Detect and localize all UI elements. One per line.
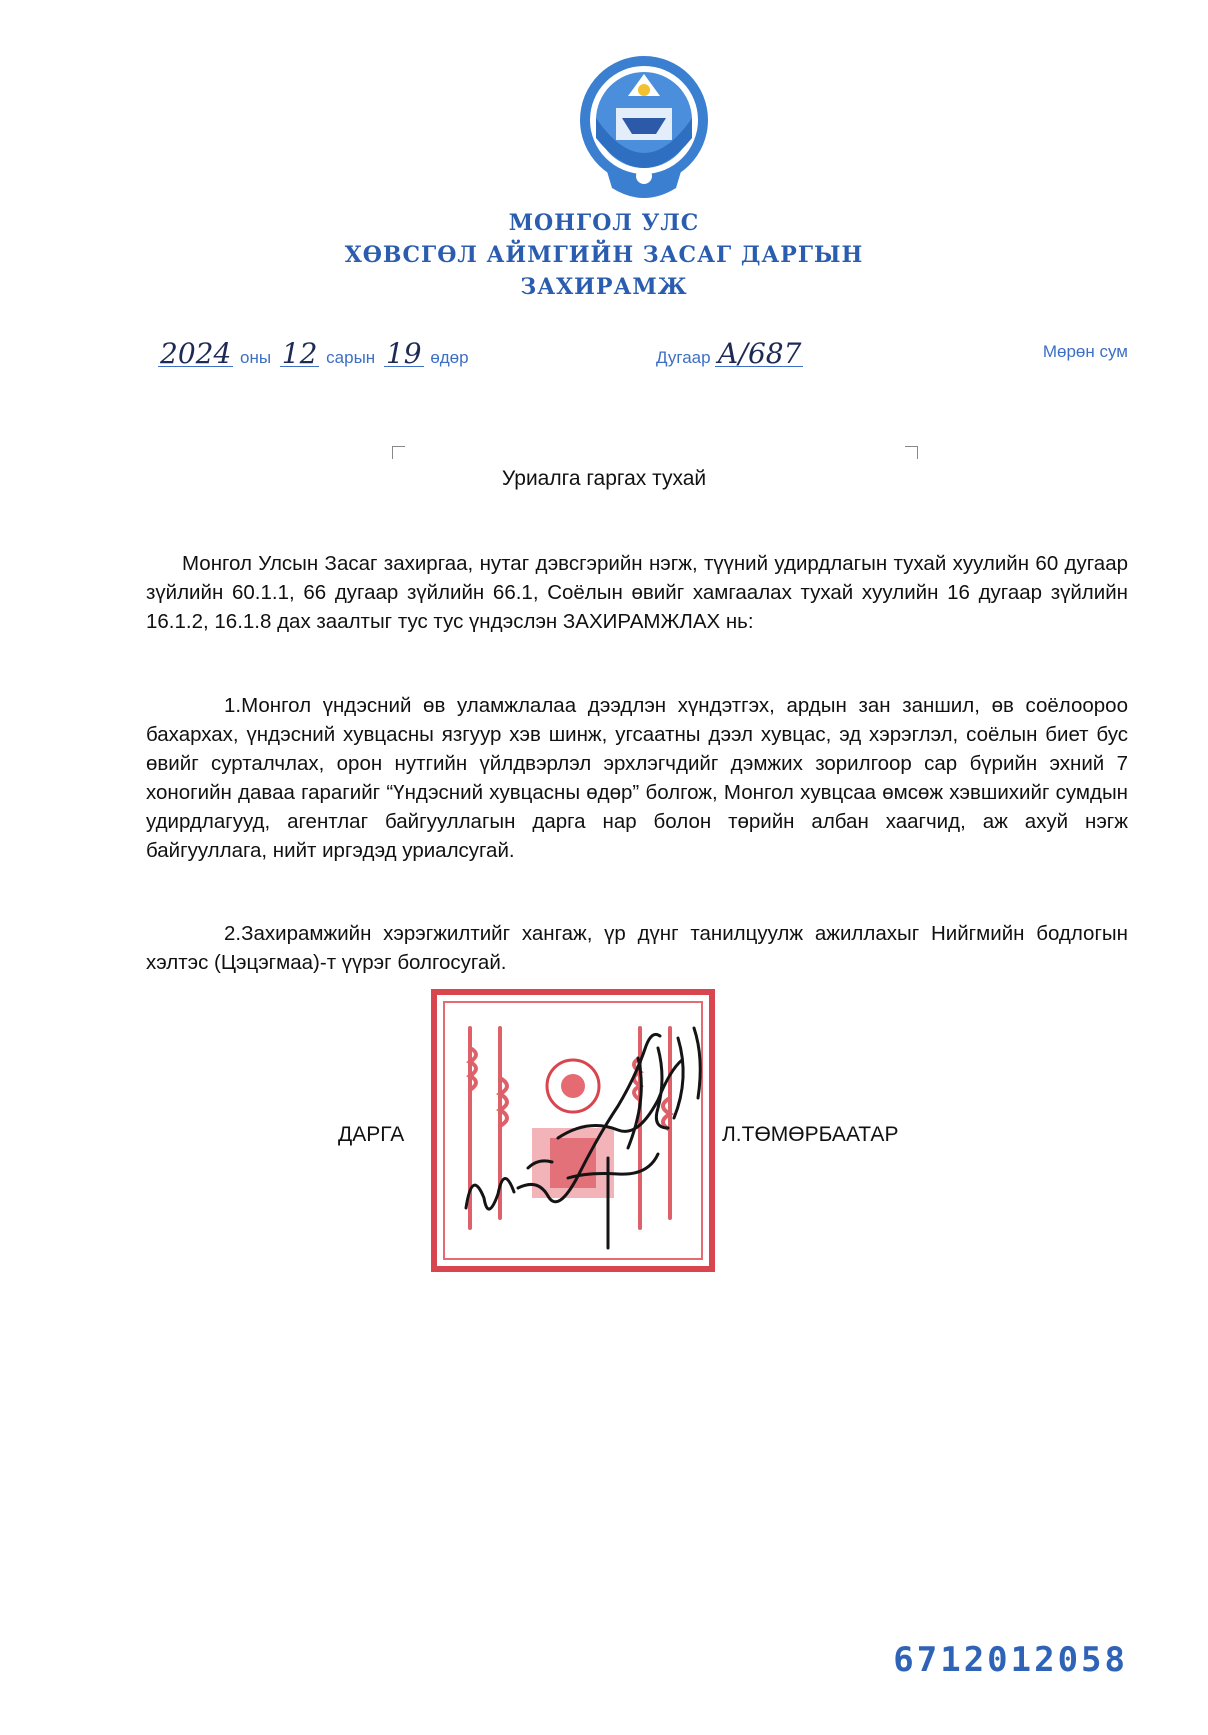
day-label: өдөр: [430, 348, 469, 367]
state-emblem-icon: [576, 48, 712, 206]
decree-subject: Уриалга гаргах тухай: [501, 467, 707, 490]
decree-place: Мөрөн сум: [1042, 342, 1128, 361]
number-label: Дугаар: [656, 348, 711, 367]
month-label: сарын: [326, 348, 376, 367]
decree-date: [158, 337, 473, 370]
date-day: 19: [385, 337, 422, 370]
handwritten-signature: [458, 1018, 730, 1258]
header-doc-type: ЗАХИРАМЖ: [520, 274, 688, 300]
date-month: 12: [281, 337, 318, 370]
subject-corner-left: [392, 446, 405, 459]
header-issuer: ХӨВСГӨЛ АЙМГИЙН ЗАСАГ ДАРГЫН: [344, 242, 864, 268]
signatory-name: Л.ТӨМӨРБААТАР: [722, 1123, 899, 1146]
date-year: 2024: [160, 337, 232, 370]
item-2-paragraph: 2.Захирамжийн хэрэгжилтийг хангаж, үр дүнг танилцуулж ажиллахыг Нийгмийн бодлогын хэлтэс (Цэцэгмаа)-т үүрэг болгосугай.: [146, 922, 1128, 974]
subject-corner-right: [905, 446, 918, 459]
decree-number: [656, 337, 803, 370]
year-label: оны: [240, 348, 272, 367]
number-value: А/687: [717, 337, 802, 370]
header-country: МОНГОЛ УЛС: [508, 210, 700, 236]
preamble-paragraph: Монгол Улсын Засаг захиргаа, нутаг дэвсгэрийн нэгж, түүний удирдлагын тухай хуулийн 60 дугаар зүйлийн 60.1.1, 66 дугаар зүйлийн 66.1, Соёлын өвийг хамгаалах тухай хуулийн 16 дугаар зүйлийн 16.1.2, 16.1.8 дах заалтыг тус тус үндэслэн ЗАХИРАМЖЛАХ нь:: [146, 552, 1128, 633]
document-serial-number: 6712012058: [893, 1640, 1128, 1680]
signatory-title: ДАРГА: [338, 1123, 405, 1146]
item-1-paragraph: 1.Монгол үндэсний өв уламжлалаа дээдлэн хүндэтгэх, ардын зан заншил, өв соёлоороо бахархах, үндэсний хувцасны язгуур хэв шинж, угсаатны дээл хувцас, эд хэрэглэл, соёлын биет бус өвийг сурталчлах, орон нутгийн үйлдвэрлэл эрхлэгчдийг дэмжих зорилгоор сар бүрийн эхний 7 хоногийн даваа гарагийг “Үндэсний хувцасны өдөр” болгож, Монгол хувцсаа өмсөж хэвшихийг сумдын удирдлагууд, агентлаг байгууллагын дарга нар болон төрийн албан хаагчид, аж ахуй нэгж байгууллага, нийт иргэдэд уриалсугай.: [146, 694, 1128, 862]
